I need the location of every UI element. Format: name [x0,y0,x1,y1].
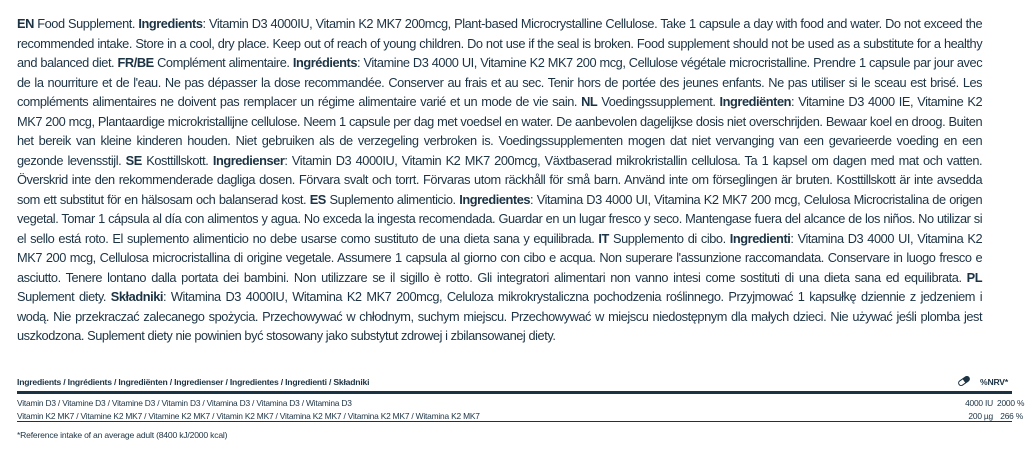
lang-code-es: ES [309,191,326,207]
lang-code-se: SE [125,152,142,168]
ingredients-label-se: Ingredienser [212,152,285,168]
product-type-fr: Complément alimentaire. [157,55,293,70]
body-it: : Vitamina D3 4000 UI, Vitamina K2 MK7 200 mcg, Cellulosa microcristallina di origine vegetale. Assumere 1 capsula al giorno con cibo e acqua. Non superare l'assunzione raccomandata. Conservare in luogo fresco e asciutto. Tenere lontano dalla portata dei bambini. Non utilizzare se il sigillo è rotto. Gli integratori alimentari non vanno intesi come sostituti di una dieta sana ed equilibrata. [17,230,983,285]
row-nrv: 266 % [1000,411,1023,421]
body-nl: : Vitamine D3 4000 IE, Vitamine K2 MK7 200 mcg, Plantaardige microkristallijne cellulose. Neem 1 capsule per dag met voedsel en water. De aanbevolen dagelijkse dosis niet overschrijden. Bewaar koel en droog. Buiten het bereik van kleine kinderen houden. Niet gebruiken als de verzegeling verbroken is. Voedingssupplementen mogen dat niet vervanging van een gevarieerde voeding en een gezonde levensstijl. [17,94,983,168]
lang-code-en: EN [17,16,34,31]
body-se: : Vitamin D3 4000IU, Vitamin K2 MK7 200mcg, Växtbaserad mikrokristallin cellulosa. Ta 1 kapsel om dagen med mat och vatten. Överskrid inte den rekommenderade dagliga dosen. Förvara svalt och torrt. Förvaras utom räckhåll för små barn. Använd inte om förseglingen är bruten. Kosttillskott är inte avsedda som ett substitut för en hälsosam och balanserad kost. [17,152,983,207]
product-type-nl: Voedingssupplement. [601,94,720,109]
table-row [17,398,1025,410]
table-divider-thin [17,421,1012,422]
lang-code-fr: FR/BE [117,55,154,70]
body-es: : Vitamina D3 4000 UI, Vitamina K2 MK7 200 mcg, Celulosa Microcristalina de origen vegetal. Tomar 1 cápsula al día con alimentos y agua. No exceda la ingesta recomendada. Guardar en un lugar fresco y seco. Mantengase fuera del alcance de los niños. No utilizar si el sello está roto. El suplemento alimenticio no debe usarse como sustituto de una dieta sana y equilibrada. [17,191,983,246]
row-nrv: 2000 % [997,398,1025,408]
ingredients-label-es: Ingredientes [459,191,531,207]
capsule-icon [957,376,971,386]
ingredients-label-it: Ingredienti [729,230,791,246]
product-type-se: Kosttillskott. [146,152,213,168]
ingredients-label-nl: Ingrediënten [719,94,792,109]
lang-code-pl: PL [966,269,983,285]
product-type-es: Suplemento alimenticio. [329,191,460,207]
table-header-ingredients: Ingredients / Ingrédients / Ingrediënten / Ingredienser / Ingredientes / Ingredienti / Składniki [17,377,370,387]
row-name: Vitamin K2 MK7 / Vitamine K2 MK7 / Vitamine K2 MK7 / Vitamin K2 MK7 / Vitamina K2 MK7 / Vitamina K2 MK7 / Witamina K2 MK7 [17,411,480,421]
ingredients-label-fr: Ingrédients [292,55,358,70]
body-fr: : Vitamine D3 4000 UI, Vitamine K2 MK7 200 mcg, Cellulose végétale microcristalline. Prendre 1 capsule par jour avec de la nourriture et de l'eau. Ne pas dépasser la dose recommandée. Conserver au frais et au sec. Tenir hors de portée des jeunes enfants. Ne pas utiliser si le sceau est brisé. Les compléments alimentaires ne doivent pas remplacer un régime alimentaire varié et un mode de vie sain. [17,55,983,109]
ingredients-label-en: Ingredients [138,16,203,31]
body-pl: : Witamina D3 4000IU, Witamina K2 MK7 200mcg, Celuloza mikrokrystaliczna pochodzenia roślinnego. Przyjmować 1 kapsułkę dziennie z jedzeniem i wodą. Nie przekraczać zalecanego spożycia. Przechowywać w chłodnym, suchym miejscu. Przechowywać w miejscu niedostępnym dla małych dzieci. Nie używać jeśli plomba jest uszkodzona. Suplement diety nie powinien być stosowany jako substytut zdrowej i zbilansowanej diety. [17,289,983,343]
ingredients-label-pl: Składniki [110,289,164,304]
reference-footnote: *Reference intake of an average adult (8400 kJ/2000 kcal) [17,430,228,440]
product-type-pl: Suplement diety. [17,289,111,304]
table-header [17,376,1012,390]
lang-code-nl: NL [581,94,598,109]
row-name: Vitamin D3 / Vitamine D3 / Vitamine D3 / Vitamin D3 / Vitamina D3 / Vitamina D3 / Witamina D3 [17,398,352,408]
label-paragraph [17,14,982,346]
body-en: : Vitamin D3 4000IU, Vitamin K2 MK7 200mcg, Plant-based Microcrystalline Cellulose. Take 1 capsule a day with food and water. Do not exceed the recommended intake. Store in a cool, dry place. Keep out of reach of young children. Do not use if the seal is broken. Food supplement should not be used as a substitute for a healthy and balanced diet. [17,16,983,70]
table-header-nrv: %NRV* [980,377,1008,387]
row-amount: 4000 IU [965,398,993,408]
lang-code-it: IT [598,230,609,246]
row-amount: 200 µg [968,411,993,421]
product-type-it: Supplemento di cibo. [613,230,730,246]
product-type-en: Food Supplement. [37,16,139,31]
table-divider-thick [17,391,1012,394]
